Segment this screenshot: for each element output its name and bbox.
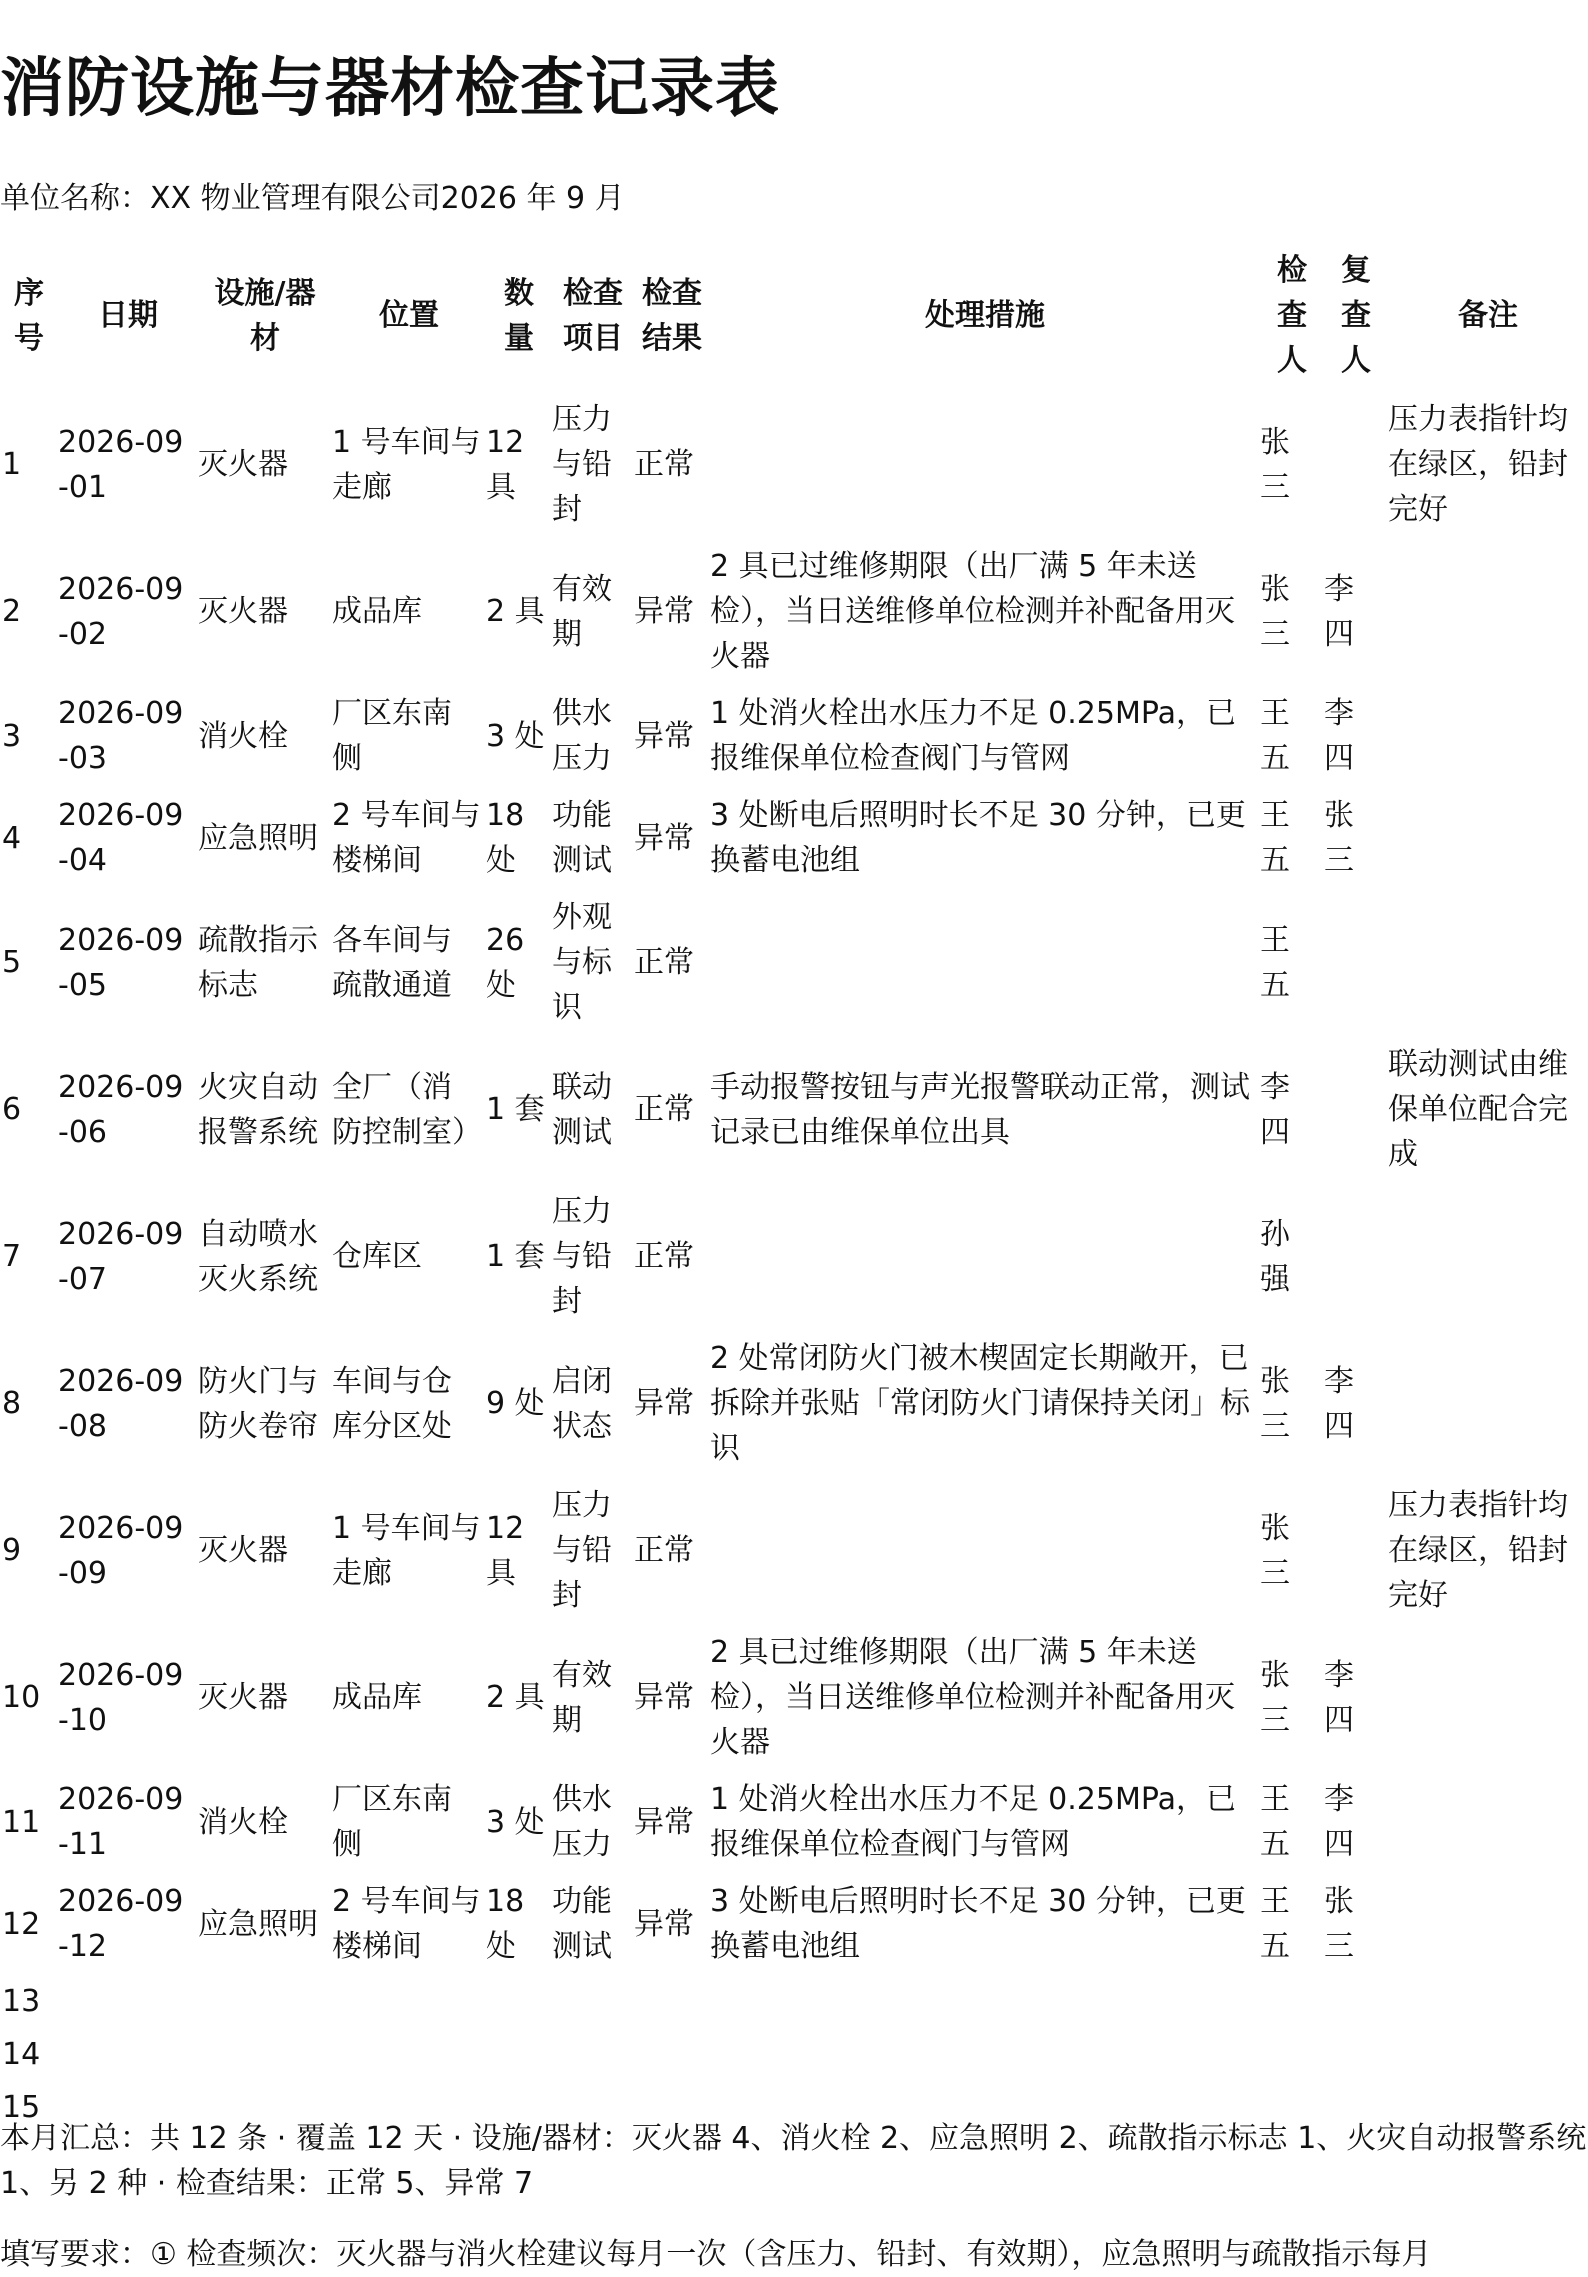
cell-seq: 10	[2, 1680, 41, 1715]
table-row	[0, 1771, 1588, 1873]
cell-seq: 2	[2, 594, 22, 629]
cell-inspector: 王五	[1260, 798, 1290, 878]
cell-result: 异常	[634, 1386, 694, 1421]
cell-date: 2026-09-06	[58, 1069, 184, 1150]
table-row	[0, 889, 1588, 1036]
header-result: 检查结果	[642, 275, 702, 356]
cell-location: 成品库	[332, 594, 422, 629]
cell-seq: 12	[2, 1906, 41, 1942]
fill-requirements: 填写要求：① 检查频次：灭火器与消火栓建议每月一次（含压力、铅封、有效期），应急照明与疏散指示每月	[0, 2237, 1432, 2272]
cell-inspector: 张三	[1260, 571, 1290, 652]
table-row	[0, 1975, 1588, 2028]
cell-item: 应急照明	[198, 820, 318, 856]
table-row	[0, 685, 1588, 787]
cell-date: 2026-09-12	[58, 1884, 184, 1964]
cell-check-item	[552, 2028, 634, 2081]
cell-check-item	[552, 1975, 634, 2028]
cell-inspector: 张三	[1260, 1657, 1290, 1738]
cell-quantity: 2 具	[486, 1680, 545, 1715]
cell-result: 异常	[634, 1906, 694, 1942]
cell-quantity	[486, 2028, 552, 2081]
cell-inspector: 王五	[1260, 1782, 1290, 1862]
cell-quantity: 12 具	[486, 1510, 525, 1591]
cell-seq: 6	[2, 1092, 22, 1127]
cell-quantity: 26 处	[486, 922, 525, 1003]
cell-item: 疏散指示标志	[198, 922, 318, 1003]
cell-location: 2 号车间与楼梯间	[332, 1884, 481, 1964]
cell-item: 灭火器	[198, 1533, 288, 1568]
cell-seq: 3	[2, 718, 22, 754]
cell-remark	[1388, 1771, 1588, 1873]
cell-quantity	[486, 1975, 552, 2028]
cell-action	[710, 1975, 1260, 2028]
cell-item: 火灾自动报警系统	[198, 1069, 318, 1150]
table-row	[0, 1036, 1588, 1183]
cell-location: 1 号车间与走廊	[332, 1510, 481, 1591]
cell-seq: 13	[2, 1984, 41, 2019]
cell-remark	[1388, 685, 1588, 787]
cell-date: 2026-09-04	[58, 798, 184, 878]
table-row	[0, 1873, 1588, 1975]
cell-reviewer: 李四	[1324, 571, 1354, 652]
cell-inspector: 张三	[1260, 1510, 1290, 1591]
cell-remark	[1388, 889, 1588, 1036]
cell-reviewer	[1324, 1975, 1388, 2028]
cell-item	[198, 1975, 332, 2028]
cell-result: 异常	[634, 1804, 694, 1840]
cell-action	[710, 1183, 1260, 1330]
cell-result: 异常	[634, 1680, 694, 1715]
cell-location: 车间与仓库分区处	[332, 1363, 452, 1444]
cell-remark	[1388, 1873, 1588, 1975]
cell-remark	[1388, 1183, 1588, 1330]
cell-check-item: 有效期	[552, 571, 612, 652]
cell-result: 异常	[634, 718, 694, 754]
table-row	[0, 538, 1588, 685]
cell-reviewer: 李四	[1324, 696, 1354, 776]
table-row	[0, 2028, 1588, 2081]
cell-check-item: 有效期	[552, 1657, 612, 1738]
cell-quantity: 1 套	[486, 1239, 545, 1274]
cell-quantity: 9 处	[486, 1386, 545, 1421]
header-quantity: 数量	[504, 275, 534, 356]
cell-seq: 14	[2, 2037, 41, 2072]
cell-action: 2 具已过维修期限（出厂满 5 年未送检），当日送维修单位检测并补配备用灭火器	[710, 549, 1235, 674]
cell-quantity: 12 具	[486, 424, 525, 505]
cell-item: 消火栓	[198, 718, 288, 754]
cell-action: 手动报警按钮与声光报警联动正常，测试记录已由维保单位出具	[710, 1069, 1250, 1150]
cell-location: 2 号车间与楼梯间	[332, 798, 481, 878]
cell-inspector: 李四	[1260, 1069, 1290, 1150]
cell-action: 1 处消火栓出水压力不足 0.25MPa，已报维保单位检查阀门与管网	[710, 1782, 1236, 1862]
cell-result: 异常	[634, 594, 694, 629]
cell-remark	[1388, 1330, 1588, 1477]
cell-quantity: 3 处	[486, 1804, 545, 1840]
cell-location: 仓库区	[332, 1239, 422, 1274]
cell-date: 2026-09-03	[58, 696, 184, 776]
cell-reviewer: 李四	[1324, 1782, 1354, 1862]
cell-check-item: 供水压力	[552, 696, 612, 776]
cell-item: 消火栓	[198, 1804, 288, 1840]
cell-check-item: 压力与铅封	[552, 1488, 612, 1613]
cell-result: 正常	[634, 447, 694, 482]
cell-reviewer	[1324, 889, 1388, 1036]
cell-item: 灭火器	[198, 447, 288, 482]
cell-quantity: 18 处	[486, 798, 525, 878]
header-date: 日期	[98, 298, 158, 333]
table-body	[0, 391, 1588, 2134]
page-title: 消防设施与器材检查记录表	[0, 52, 780, 126]
cell-action	[710, 889, 1260, 1036]
unit-name-line: 单位名称：XX 物业管理有限公司2026 年 9 月	[0, 181, 625, 216]
cell-result: 异常	[634, 820, 694, 856]
cell-quantity: 18 处	[486, 1884, 525, 1964]
cell-location	[332, 2028, 486, 2081]
header-inspector: 检查人	[1277, 253, 1307, 378]
cell-action	[710, 1477, 1260, 1624]
cell-location: 成品库	[332, 1680, 422, 1715]
cell-inspector: 孙强	[1260, 1216, 1290, 1297]
header-location: 位置	[379, 298, 439, 333]
cell-location: 厂区东南侧	[332, 696, 452, 776]
cell-action	[710, 391, 1260, 538]
cell-remark	[1388, 2028, 1588, 2081]
cell-reviewer	[1324, 1477, 1388, 1624]
cell-seq: 4	[2, 820, 22, 856]
cell-remark: 压力表指针均在绿区，铅封完好	[1388, 402, 1568, 527]
cell-seq: 9	[2, 1533, 22, 1568]
cell-reviewer: 张三	[1324, 798, 1354, 878]
cell-date: 2026-09-07	[58, 1216, 184, 1297]
cell-seq: 8	[2, 1386, 22, 1421]
cell-seq: 15	[2, 2090, 41, 2125]
header-reviewer: 复查人	[1341, 253, 1371, 378]
cell-seq: 11	[2, 1804, 41, 1840]
cell-reviewer	[1324, 2028, 1388, 2081]
cell-date	[58, 2028, 198, 2081]
cell-action: 2 具已过维修期限（出厂满 5 年未送检），当日送维修单位检测并补配备用灭火器	[710, 1635, 1235, 1760]
cell-reviewer: 李四	[1324, 1363, 1354, 1444]
monthly-summary: 本月汇总：共 12 条 · 覆盖 12 天 · 设施/器材：灭火器 4、消火栓 2、应急照明 2、疏散指示标志 1、火灾自动报警系统 1、另 2 种 · 检查结果：正常 5、异常 7	[0, 2121, 1587, 2201]
cell-check-item: 压力与铅封	[552, 402, 612, 527]
cell-seq: 5	[2, 945, 22, 980]
table-row	[0, 1624, 1588, 1771]
cell-inspector	[1260, 2028, 1324, 2081]
cell-remark	[1388, 1975, 1588, 2028]
cell-inspector: 王五	[1260, 696, 1290, 776]
cell-date: 2026-09-02	[58, 571, 184, 652]
cell-location	[332, 1975, 486, 2028]
cell-item: 应急照明	[198, 1906, 318, 1942]
cell-date: 2026-09-10	[58, 1657, 184, 1738]
cell-date: 2026-09-08	[58, 1363, 184, 1444]
cell-check-item: 联动测试	[552, 1069, 612, 1150]
header-action: 处理措施	[925, 298, 1045, 333]
cell-result: 正常	[634, 945, 694, 980]
cell-date	[58, 1975, 198, 2028]
cell-location: 1 号车间与走廊	[332, 424, 481, 505]
cell-result: 正常	[634, 1239, 694, 1274]
cell-result	[634, 2028, 710, 2081]
cell-location: 各车间与疏散通道	[332, 922, 452, 1003]
table-row	[0, 1330, 1588, 1477]
cell-date: 2026-09-05	[58, 922, 184, 1003]
cell-item: 防火门与防火卷帘	[198, 1363, 318, 1444]
cell-result	[634, 1975, 710, 2028]
cell-check-item: 供水压力	[552, 1782, 612, 1862]
cell-location: 全厂（消防控制室）	[332, 1069, 482, 1150]
cell-seq: 7	[2, 1239, 22, 1274]
header-seq: 序号	[14, 275, 44, 356]
cell-quantity: 1 套	[486, 1092, 545, 1127]
cell-inspector: 张三	[1260, 424, 1290, 505]
cell-location: 厂区东南侧	[332, 1782, 452, 1862]
cell-reviewer	[1324, 1183, 1388, 1330]
cell-quantity: 2 具	[486, 594, 545, 629]
cell-action	[710, 2028, 1260, 2081]
header-remark: 备注	[1458, 298, 1518, 333]
cell-item: 灭火器	[198, 594, 288, 629]
cell-inspector: 张三	[1260, 1363, 1290, 1444]
cell-reviewer: 李四	[1324, 1657, 1354, 1738]
cell-item: 自动喷水灭火系统	[198, 1216, 318, 1297]
cell-date: 2026-09-11	[58, 1782, 184, 1862]
cell-date: 2026-09-09	[58, 1510, 184, 1591]
cell-action: 2 处常闭防火门被木楔固定长期敞开，已拆除并张贴「常闭防火门请保持关闭」标识	[710, 1341, 1250, 1466]
table-row	[0, 391, 1588, 538]
header-item: 设施/器材	[214, 275, 316, 356]
cell-item	[198, 2028, 332, 2081]
cell-remark: 联动测试由维保单位配合完成	[1388, 1047, 1568, 1172]
cell-action: 3 处断电后照明时长不足 30 分钟，已更换蓄电池组	[710, 1884, 1246, 1964]
cell-check-item: 功能测试	[552, 798, 612, 878]
cell-item: 灭火器	[198, 1680, 288, 1715]
table-row	[0, 1477, 1588, 1624]
table-header-row	[0, 240, 1588, 391]
cell-result: 正常	[634, 1092, 694, 1127]
cell-inspector	[1260, 1975, 1324, 2028]
header-check-item: 检查项目	[563, 275, 623, 356]
cell-reviewer: 张三	[1324, 1884, 1354, 1964]
cell-quantity: 3 处	[486, 718, 545, 754]
cell-reviewer	[1324, 1036, 1388, 1183]
cell-check-item: 功能测试	[552, 1884, 612, 1964]
cell-remark	[1388, 1624, 1588, 1771]
table-row	[0, 1183, 1588, 1330]
cell-remark	[1388, 538, 1588, 685]
cell-seq: 1	[2, 447, 22, 482]
cell-remark: 压力表指针均在绿区，铅封完好	[1388, 1488, 1568, 1613]
cell-date: 2026-09-01	[58, 424, 184, 505]
cell-reviewer	[1324, 391, 1388, 538]
cell-check-item: 启闭状态	[552, 1363, 612, 1444]
cell-inspector: 王五	[1260, 922, 1290, 1003]
cell-remark	[1388, 787, 1588, 889]
cell-inspector: 王五	[1260, 1884, 1290, 1964]
cell-check-item: 外观与标识	[552, 900, 612, 1025]
cell-result: 正常	[634, 1533, 694, 1568]
table-row	[0, 787, 1588, 889]
cell-action: 1 处消火栓出水压力不足 0.25MPa，已报维保单位检查阀门与管网	[710, 696, 1236, 776]
cell-check-item: 压力与铅封	[552, 1194, 612, 1319]
cell-action: 3 处断电后照明时长不足 30 分钟，已更换蓄电池组	[710, 798, 1246, 878]
inspection-record-table	[0, 240, 1588, 2134]
